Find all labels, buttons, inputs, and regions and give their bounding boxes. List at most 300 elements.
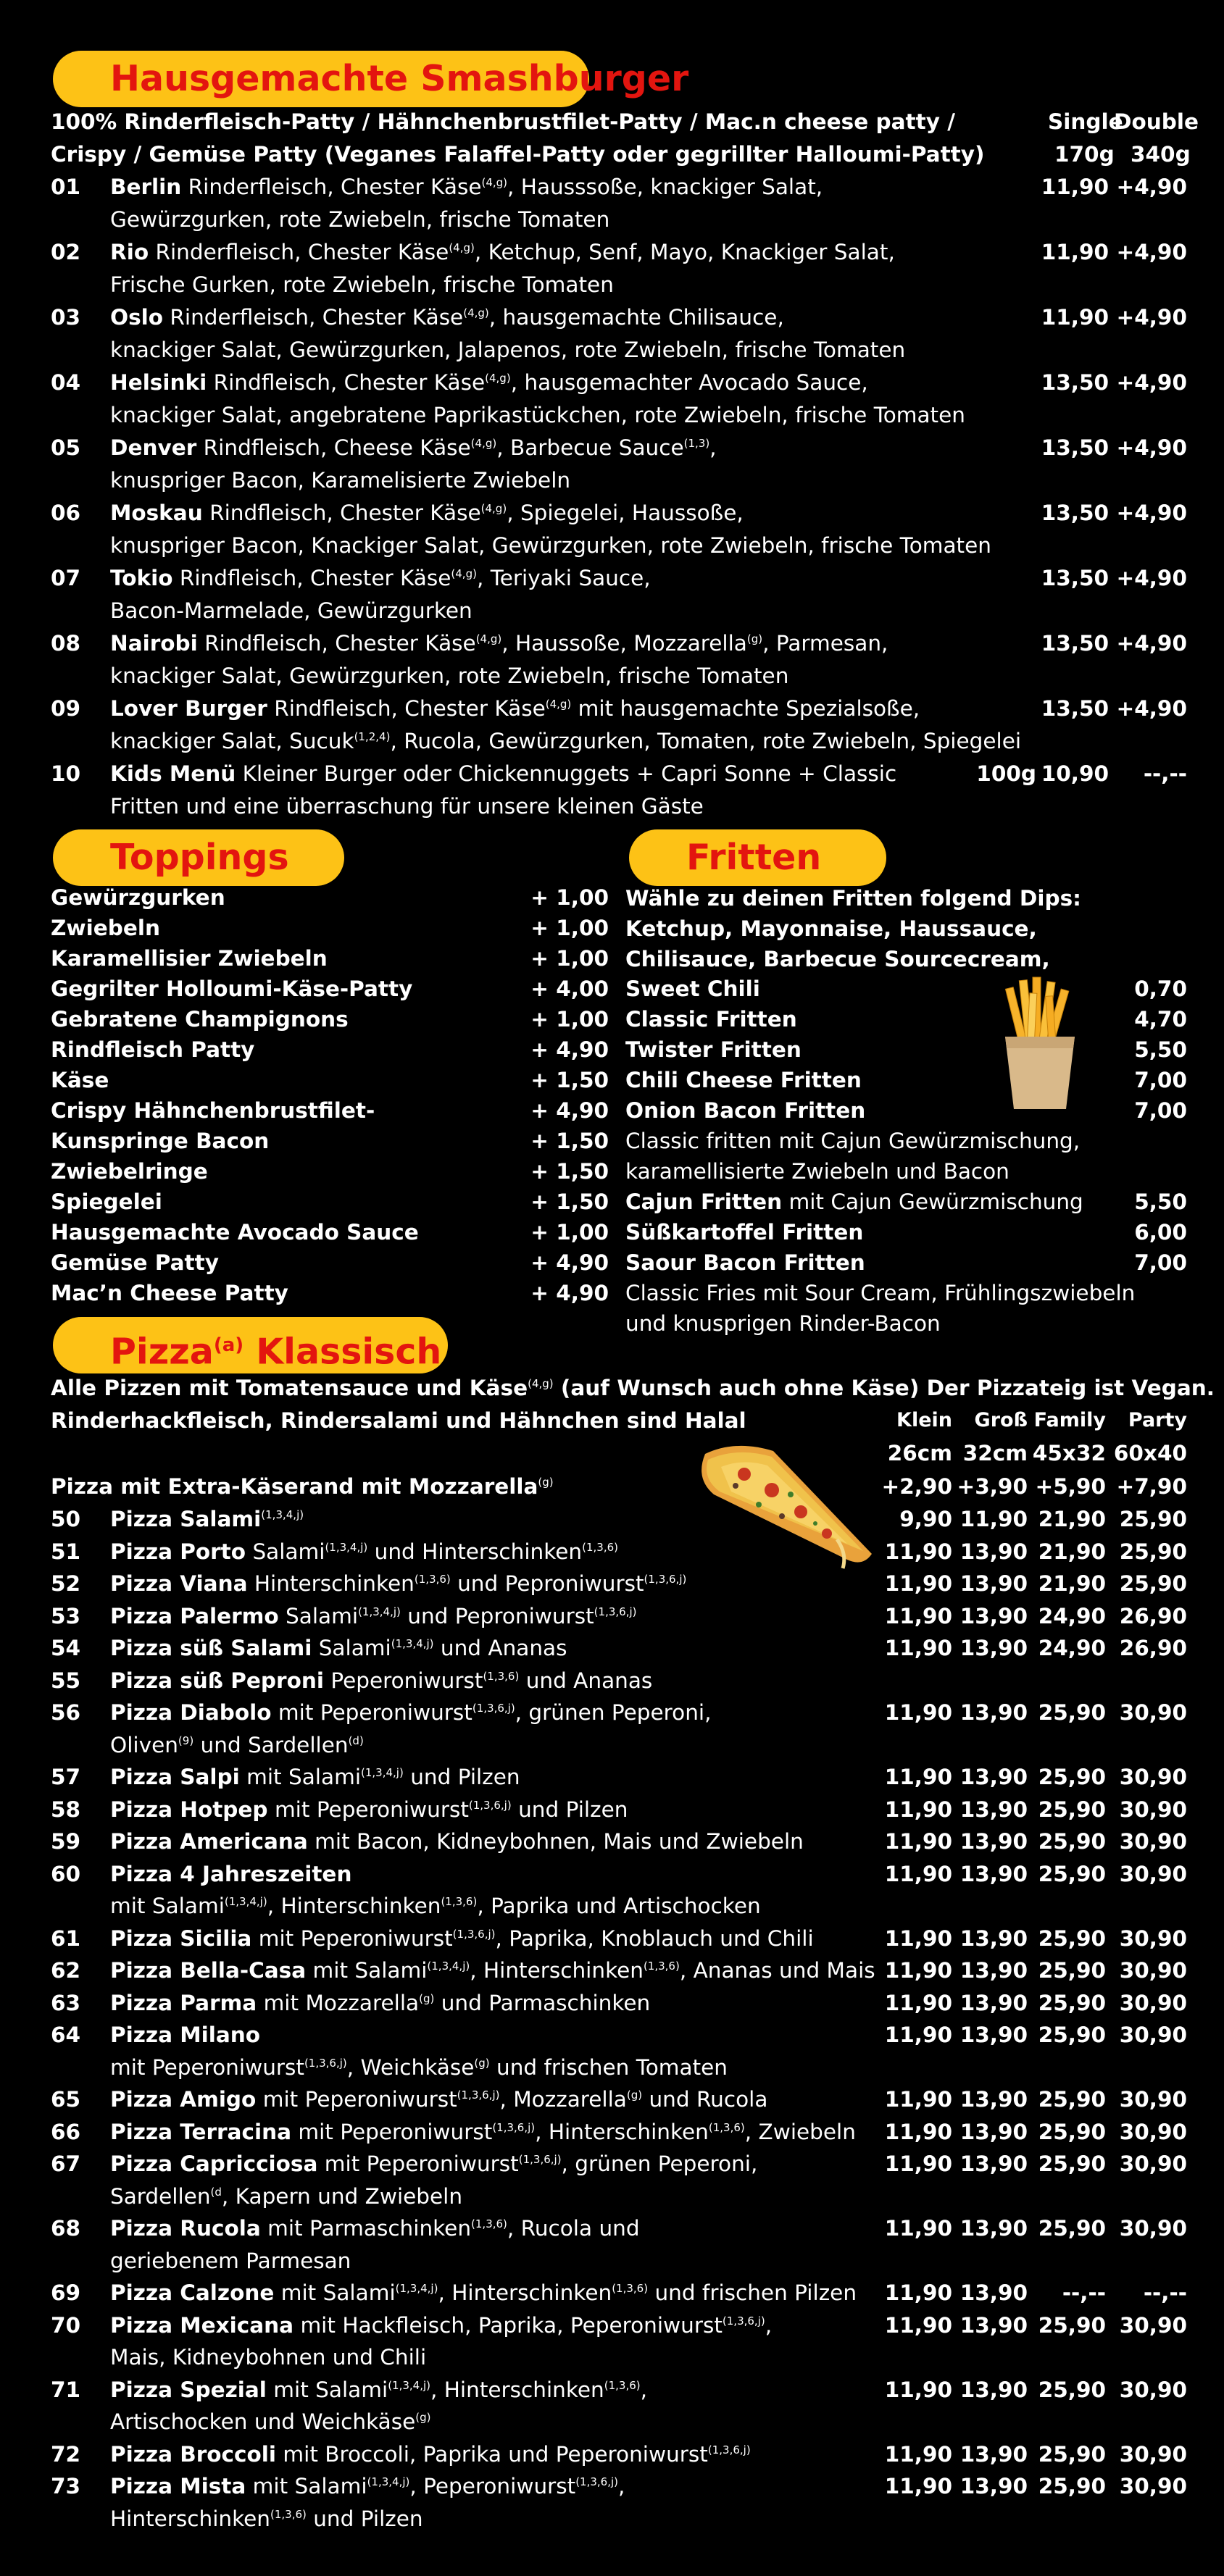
- pizza-item-price: 13,90: [959, 1861, 1028, 1886]
- pizza-item-desc: mit Peperoniwurst: [271, 1700, 472, 1725]
- pizza-item-number: 70: [51, 2312, 81, 2338]
- pizza-item-price: 13,90: [959, 1797, 1028, 1822]
- topping-price: + 4,90: [530, 1098, 609, 1123]
- burger-item-desc: Frische Gurken, rote Zwiebeln, frische Tomaten: [110, 272, 614, 297]
- pizza-item-price: 11,90: [884, 1571, 952, 1596]
- pizza-item-line-1: [110, 2438, 893, 2471]
- pizza-item-price: 21,90: [1038, 1571, 1106, 1596]
- pizza-item-price: 13,90: [959, 2216, 1028, 2241]
- topping-price: + 1,00: [530, 916, 609, 940]
- burger-item-desc: knackiger Salat, angebratene Paprikastückchen, rote Zwiebeln, frische Tomaten: [110, 403, 965, 427]
- pizza-item-desc: , Zwiebeln: [744, 2119, 856, 2144]
- fritten-name: Saour Bacon Fritten: [625, 1250, 865, 1275]
- burger-item-price: 13,50: [1041, 435, 1109, 460]
- allergen-note: (1,3,6): [483, 1669, 520, 1683]
- allergen-note: (4,g): [463, 306, 489, 320]
- pizza-item-number: 56: [51, 1700, 81, 1725]
- allergen-note: (g): [746, 632, 763, 646]
- fritten-dips-2: Ketchup, Mayonnaise, Haussauce,: [625, 916, 1037, 941]
- pizza-item-line-2: [110, 1890, 893, 1923]
- pizza-item-desc: mit Salami: [306, 1958, 428, 1983]
- pizza-item-price: 13,90: [959, 2474, 1028, 2498]
- pizza-item-name: Pizza 4 Jahreszeiten: [110, 1861, 352, 1886]
- pizza-item-line-1: [110, 2277, 893, 2309]
- pizza-item-name: Pizza Viana: [110, 1571, 248, 1596]
- pizza-item-line-2: [110, 2245, 893, 2278]
- pizza-item-price: 25,90: [1038, 1700, 1106, 1725]
- col-double-weight: 340g: [1131, 142, 1191, 167]
- pizza-item-price: 25,90: [1038, 2377, 1106, 2402]
- burger-item-desc: Rindfleisch, Cheese Käse: [196, 435, 471, 460]
- pizza-item-price: 24,90: [1038, 1603, 1106, 1628]
- fritten-price: 5,50: [1134, 1037, 1187, 1062]
- pizza-item-desc: , Kapern und Zwiebeln: [221, 2183, 463, 2209]
- topping-name: Mac’n Cheese Patty: [51, 1281, 288, 1305]
- pizza-item-price: 30,90: [1119, 1990, 1187, 2015]
- fritten-name: Chili Cheese Fritten: [625, 1068, 862, 1092]
- pizza-item-price: 11,90: [884, 2312, 952, 2338]
- pizza-item-price: 30,90: [1119, 2119, 1187, 2144]
- pizza-item-desc: Salami: [312, 1636, 391, 1660]
- pizza-item-number: 60: [51, 1861, 81, 1886]
- allergen-note: (1,3,6,j): [518, 2153, 562, 2167]
- burger-item-double-price: +4,90: [1116, 370, 1187, 395]
- allergen-note: (1,3,4,j): [358, 1605, 401, 1618]
- pizza-item-line-2: [110, 1729, 893, 1762]
- pizza-item-name: Pizza Diabolo: [110, 1700, 272, 1725]
- pizza-item-desc: , Ananas und Mais: [679, 1958, 875, 1983]
- pizza-item-price: 11,90: [884, 2087, 952, 2112]
- pizza-item-desc: Salami: [246, 1539, 325, 1564]
- pizza-item-price: 21,90: [1038, 1507, 1106, 1531]
- pizza-item-price: 30,90: [1119, 1861, 1187, 1886]
- pizza-size-dimension: 45x32: [1032, 1441, 1106, 1465]
- burger-item-number: 08: [51, 631, 81, 656]
- burger-item-line-1: [110, 236, 1031, 269]
- pizza-item-desc: , Hinterschinken: [535, 2119, 709, 2144]
- burger-item-desc: Rindfleisch, Chester Käse: [202, 501, 481, 525]
- burger-item-number: 10: [51, 761, 81, 786]
- pizza-item-price: 13,90: [959, 1571, 1028, 1596]
- burger-item-line-2: [110, 334, 1045, 367]
- pizza-item-price: 30,90: [1119, 1765, 1187, 1789]
- allergen-note: (1,3,4,j): [261, 1508, 304, 1522]
- pizza-item-number: 67: [51, 2151, 81, 2176]
- topping-price: + 1,00: [530, 1220, 609, 1245]
- burger-item-double-price: +4,90: [1116, 631, 1187, 656]
- pizza-item-desc: mit Peperoniwurst: [110, 2054, 304, 2080]
- pizza-item-price: 25,90: [1038, 2216, 1106, 2241]
- pizza-item-desc: ,: [765, 2312, 773, 2338]
- allergen-note: (1,3,6,j): [457, 2088, 500, 2102]
- burger-item-desc: Rinderfleisch, Chester Käse: [163, 305, 464, 330]
- burger-item-price: 11,90: [1041, 240, 1109, 264]
- allergen-note: (4,g): [545, 698, 572, 711]
- pizza-item-number: 58: [51, 1797, 81, 1822]
- allergen-note: (1,3,6): [708, 2120, 745, 2134]
- pizza-item-desc: mit Parmaschinken: [260, 2216, 472, 2241]
- pizza-item-desc: mit Salami: [110, 1894, 225, 1918]
- pizza-item-price: 13,90: [959, 1700, 1028, 1725]
- pizza-item-desc: und Ananas: [433, 1636, 567, 1660]
- fritten-desc: und knusprigen Rinder-Bacon: [625, 1311, 941, 1336]
- burger-item-desc: knackiger Salat, Sucuk: [110, 729, 354, 753]
- pizza-item-price: 11,90: [884, 2216, 952, 2241]
- allergen-note: (1,3,4,j): [391, 1637, 434, 1651]
- pizza-item-price: 11,90: [884, 1539, 952, 1564]
- allergen-note: (1,3,4,j): [388, 2378, 430, 2392]
- pizza-item-price: --,--: [1062, 2280, 1106, 2305]
- topping-name: Rindfleisch Patty: [51, 1037, 255, 1062]
- pizza-item-price: 30,90: [1119, 2312, 1187, 2338]
- allergen-note: (1,3,4,j): [361, 1766, 404, 1780]
- pizza-item-price: 11,90: [884, 1990, 952, 2015]
- pizza-item-price: 11,90: [884, 2441, 952, 2467]
- pizza-item-line-1: [110, 1600, 893, 1633]
- burger-item-line-2: [110, 790, 1045, 823]
- pizza-item-desc: mit Peperoniwurst: [291, 2119, 493, 2144]
- allergen-note: (4,g): [475, 632, 502, 646]
- pizza-item-desc: , Weichkäse: [346, 2054, 475, 2080]
- allergen-note: (1,3,6): [414, 1573, 451, 1586]
- burger-item-price: 11,90: [1041, 305, 1109, 330]
- pizza-item-price: 25,90: [1038, 2474, 1106, 2498]
- burger-item-price: 13,50: [1041, 370, 1109, 395]
- burger-item-line-1: [110, 171, 1031, 204]
- burger-item-line-1: [110, 301, 1031, 334]
- burger-item-desc: Rinderfleisch, Chester Käse: [181, 175, 482, 199]
- burger-item-double-price: +4,90: [1116, 696, 1187, 721]
- pizza-item-line-2: [110, 2503, 893, 2535]
- burger-intro-1: 100% Rinderfleisch-Patty / Hähnchenbrustfilet-Patty / Mac.n cheese patty /: [51, 109, 955, 134]
- burger-item-line-1: [110, 367, 1031, 399]
- pizza-item-name: Pizza Salami: [110, 1507, 262, 1531]
- fritten-price: 5,50: [1134, 1189, 1187, 1214]
- pizza-item-desc: und frischen Tomaten: [489, 2054, 728, 2080]
- fritten-price: 7,00: [1134, 1098, 1187, 1123]
- pizza-item-price: 25,90: [1119, 1571, 1187, 1596]
- pizza-item-price: 25,90: [1038, 1861, 1106, 1886]
- pizza-item-desc: , Mozzarella: [499, 2087, 627, 2112]
- pizza-item-desc: und Peproniwurst: [400, 1603, 594, 1628]
- pizza-item-line-1: [110, 2212, 893, 2245]
- pizza-item-price: 30,90: [1119, 2441, 1187, 2467]
- allergen-note: (g): [415, 2411, 431, 2425]
- pizza-item-line-1: [110, 1761, 893, 1794]
- pizza-item-price: 13,90: [959, 2441, 1028, 2467]
- pizza-item-desc: , Hinterschinken: [430, 2377, 604, 2402]
- pizza-item-name: Pizza Terracina: [110, 2119, 291, 2144]
- burger-item-name: Berlin: [110, 175, 182, 199]
- pizza-item-price: 13,90: [959, 2087, 1028, 2112]
- pizza-item-desc: Salami: [278, 1603, 359, 1628]
- burger-item-price: 13,50: [1041, 696, 1109, 721]
- pizza-size-dimension: 32cm: [962, 1441, 1028, 1465]
- pizza-item-price: 30,90: [1119, 2023, 1187, 2047]
- pizza-item-number: 52: [51, 1571, 81, 1596]
- topping-price: + 1,00: [530, 885, 609, 910]
- pizza-item-price: 13,90: [959, 1958, 1028, 1983]
- allergen-note: (1,3,6): [643, 1960, 680, 1973]
- pizza-size-label: Groß: [974, 1409, 1028, 1431]
- burger-item-line-1: [110, 497, 1031, 530]
- pizza-item-price: 30,90: [1119, 1829, 1187, 1854]
- burger-item-line-2: [110, 399, 1045, 432]
- pizza-item-desc: , grünen Peperoni,: [515, 1700, 712, 1725]
- burger-item-line-1: [110, 627, 1031, 660]
- pizza-item-price: 30,90: [1119, 2474, 1187, 2498]
- col-single-weight: 170g: [1054, 142, 1115, 167]
- pizza-item-desc: , Hinterschinken: [470, 1958, 644, 1983]
- burger-item-desc: knuspriger Bacon, Karamelisierte Zwiebeln: [110, 468, 571, 493]
- pizza-item-desc: Peperoniwurst: [323, 1668, 483, 1693]
- burger-item-price: 13,50: [1041, 566, 1109, 590]
- pizza-item-name: Pizza Americana: [110, 1829, 308, 1854]
- topping-name: Käse: [51, 1068, 109, 1092]
- topping-price: + 1,50: [530, 1189, 609, 1214]
- pizza-item-name: Pizza Bella-Casa: [110, 1958, 307, 1983]
- burger-item-line-2: [110, 530, 1045, 562]
- pizza-extra-price: +2,90: [881, 1474, 952, 1499]
- topping-name: Zwiebelringe: [51, 1159, 208, 1184]
- burger-item-name: Moskau: [110, 501, 203, 525]
- allergen-note: (1,3,6,j): [304, 2056, 347, 2070]
- fritten-name: Classic Fritten: [625, 1007, 797, 1032]
- burger-item-name: Nairobi: [110, 631, 198, 656]
- pizza-item-price: 30,90: [1119, 2151, 1187, 2176]
- burger-item-double-price: +4,90: [1116, 240, 1187, 264]
- topping-price: + 4,90: [530, 1037, 609, 1062]
- burger-item-desc: , Spiegelei, Haussoße,: [507, 501, 744, 525]
- allergen-note: (1,3,4,j): [427, 1960, 470, 1973]
- allergen-note: (1,3,6,j): [722, 2314, 765, 2328]
- pizza-item-desc: , Peperoniwurst: [409, 2474, 576, 2498]
- burger-item-desc: , Haussoße, Mozzarella: [501, 631, 747, 656]
- burger-item-desc: , Ketchup, Senf, Mayo, Knackiger Salat,: [474, 240, 895, 264]
- burger-item-desc: , Rucola, Gewürzgurken, Tomaten, rote Zwiebeln, Spiegelei: [390, 729, 1022, 753]
- fritten-price: 6,00: [1134, 1220, 1187, 1245]
- allergen-note: (1,3,6): [270, 2507, 307, 2521]
- pizza-item-price: 30,90: [1119, 1797, 1187, 1822]
- col-single-label: Single: [1048, 109, 1123, 134]
- burger-item-desc: knackiger Salat, Gewürzgurken, rote Zwiebeln, frische Tomaten: [110, 664, 789, 688]
- topping-name: Gebratene Champignons: [51, 1007, 349, 1032]
- pizza-item-name: Pizza Sicilia: [110, 1925, 252, 1951]
- pizza-extra-text: Pizza mit Extra-Käserand mit Mozzarella: [51, 1474, 538, 1499]
- pizza-item-price: 30,90: [1119, 2216, 1187, 2241]
- allergen-note: (1,3,6,j): [575, 2475, 619, 2489]
- fries-image: [996, 974, 1083, 1112]
- pizza-item-line-1: [110, 2019, 893, 2052]
- pizza-item-number: 65: [51, 2087, 81, 2112]
- pizza-item-price: 25,90: [1038, 1925, 1106, 1951]
- burger-item-number: 07: [51, 566, 81, 590]
- fritten-price: 7,00: [1134, 1250, 1187, 1275]
- pizza-item-price: 11,90: [884, 1636, 952, 1660]
- pizza-item-name: Pizza süß Salami: [110, 1636, 312, 1660]
- pizza-item-line-2: [110, 2341, 893, 2374]
- burger-item-name: Kids Menü: [110, 761, 236, 786]
- pizza-item-desc: mit Salami: [266, 2377, 388, 2402]
- pizza-item-desc: mit Peperoniwurst: [267, 1797, 469, 1822]
- pizza-item-desc: Artischocken und Weichkäse: [110, 2409, 416, 2434]
- pizza-item-price: 11,90: [884, 1829, 952, 1854]
- burger-item-name: Rio: [110, 240, 149, 264]
- pizza-item-price: 13,90: [959, 2119, 1028, 2144]
- pizza-item-line-1: [110, 1536, 893, 1568]
- burger-item-line-2: [110, 464, 1045, 497]
- allergen-note: (1,3,6,j): [472, 1702, 515, 1715]
- pizza-item-price: 24,90: [1038, 1636, 1106, 1660]
- pizza-item-line-1: [110, 2116, 893, 2149]
- pizza-item-desc: mit Bacon, Kidneybohnen, Mais und Zwiebeln: [307, 1829, 804, 1854]
- burger-item-name: Denver: [110, 435, 197, 460]
- burger-item-number: 04: [51, 370, 81, 395]
- allergen-note: (g): [474, 2056, 490, 2070]
- pizza-item-number: 59: [51, 1829, 81, 1854]
- burger-item-double-price: +4,90: [1116, 305, 1187, 330]
- pizza-item-line-1: [110, 1987, 893, 2020]
- pizza-item-price: 11,90: [884, 2474, 952, 2498]
- allergen-note: (1,3,6): [582, 1540, 618, 1554]
- pizza-item-number: 57: [51, 1765, 81, 1789]
- pizza-item-price: 11,90: [884, 2023, 952, 2047]
- burger-item-double-price: +4,90: [1116, 501, 1187, 525]
- pizza-item-desc: mit Peperoniwurst: [317, 2151, 519, 2176]
- pizza-item-price: 25,90: [1038, 2119, 1106, 2144]
- allergen-note: (4,g): [481, 176, 508, 190]
- pizza-item-price: 25,90: [1038, 2087, 1106, 2112]
- pizza-item-price: 11,90: [884, 1603, 952, 1628]
- burger-intro-2: Crispy / Gemüse Patty (Veganes Falaffel-Patty oder gegrillter Halloumi-Patty): [51, 142, 985, 167]
- pizza-item-line-1: [110, 2148, 893, 2180]
- pizza-size-label: Family: [1033, 1409, 1106, 1431]
- pizza-item-desc: Oliven: [110, 1732, 178, 1757]
- pizza-item-desc: mit Peperoniwurst: [251, 1925, 453, 1951]
- pizza-title: Pizza$^{(a)}$ Klassisch: [110, 1331, 442, 1373]
- allergen-note: (d: [210, 2185, 222, 2199]
- pizza-size-dimension: 26cm: [887, 1441, 952, 1465]
- pizza-item-price: 11,90: [884, 1861, 952, 1886]
- allergen-note: (d): [348, 1734, 364, 1747]
- topping-price: + 4,00: [530, 977, 609, 1001]
- burger-item-number: 09: [51, 696, 81, 721]
- burger-item-name: Oslo: [110, 305, 164, 330]
- pizza-item-price: 25,90: [1038, 2441, 1106, 2467]
- pizza-item-price: 11,90: [884, 2151, 952, 2176]
- pizza-item-line-1: [110, 2083, 893, 2116]
- burger-item-desc: Fritten und eine überraschung für unsere kleinen Gäste: [110, 794, 704, 819]
- burger-item-line-2: [110, 204, 1045, 236]
- fritten-name: Twister Fritten: [625, 1037, 802, 1062]
- fritten-desc: Classic Fries mit Sour Cream, Frühlingszwiebeln: [625, 1281, 1136, 1305]
- allergen-note: (1,3,6,j): [468, 1798, 512, 1812]
- allergen-note: (1,3,4,j): [224, 1895, 267, 1909]
- burger-item-desc: , Barbecue Sauce: [496, 435, 684, 460]
- pizza-item-price: 30,90: [1119, 2377, 1187, 2402]
- topping-name: Hausgemachte Avocado Sauce: [51, 1220, 419, 1245]
- pizza-item-price: 13,90: [959, 1765, 1028, 1789]
- pizza-item-desc: und Hinterschinken: [367, 1539, 583, 1564]
- pizza-item-desc: und Peproniwurst: [450, 1571, 644, 1596]
- topping-price: + 1,50: [530, 1159, 609, 1184]
- pizza-item-price: 30,90: [1119, 1958, 1187, 1983]
- pizza-item-price: 25,90: [1038, 2151, 1106, 2176]
- pizza-item-line-1: [110, 1826, 893, 1858]
- pizza-item-desc: mit Hackfleisch, Paprika, Peperoniwurst: [293, 2312, 723, 2338]
- pizza-size-dimension: 60x40: [1113, 1441, 1187, 1465]
- burger-item-price: 13,50: [1041, 631, 1109, 656]
- fritten-desc: karamellisierte Zwiebeln und Bacon: [625, 1159, 1009, 1184]
- allergen-note: (1,3,6,j): [707, 2443, 751, 2456]
- pizza-item-price: 11,90: [884, 2119, 952, 2144]
- pizza-item-price: 26,90: [1119, 1603, 1187, 1628]
- allergen-note: (1,3,6,j): [644, 1573, 687, 1586]
- pizza-item-number: 71: [51, 2377, 81, 2402]
- burger-item-desc: knackiger Salat, Gewürzgurken, Jalapenos, rote Zwiebeln, frische Tomaten: [110, 338, 906, 362]
- burger-item-weight: 100g: [976, 761, 1036, 786]
- allergen-note: (1,3,6): [441, 1895, 478, 1909]
- pizza-size-label: Klein: [896, 1409, 952, 1431]
- topping-price: + 4,90: [530, 1250, 609, 1275]
- topping-name: Gemüse Patty: [51, 1250, 219, 1275]
- pizza-item-number: 61: [51, 1925, 81, 1951]
- pizza-item-price: 13,90: [959, 1829, 1028, 1854]
- pizza-item-name: Pizza Spezial: [110, 2377, 267, 2402]
- fritten-dips-1: Wähle zu deinen Fritten folgend Dips:: [625, 886, 1081, 911]
- burger-item-name: Helsinki: [110, 370, 207, 395]
- burger-item-line-1: [110, 693, 1031, 725]
- pizza-item-desc: und frischen Pilzen: [648, 2280, 857, 2305]
- topping-name: Kunspringe Bacon: [51, 1129, 270, 1153]
- pizza-item-line-1: [110, 1568, 893, 1600]
- burger-item-desc: Rinderfleisch, Chester Käse: [149, 240, 449, 264]
- pizza-item-price: 11,90: [884, 1958, 952, 1983]
- allergen-note: (1,2,4): [354, 730, 391, 744]
- pizza-item-price: 9,90: [899, 1507, 952, 1531]
- burger-item-name: Tokio: [110, 566, 173, 590]
- pizza-item-desc: mit Peperoniwurst: [256, 2087, 457, 2112]
- pizza-item-price: 25,90: [1038, 2023, 1106, 2047]
- burger-item-desc: Rindfleisch, Chester Käse: [207, 370, 486, 395]
- burger-item-desc: Kleiner Burger oder Chickennuggets + Capri Sonne + Classic: [236, 761, 897, 786]
- pizza-item-price: 25,90: [1119, 1539, 1187, 1564]
- burger-item-line-1: [110, 432, 1031, 464]
- pizza-item-desc: ,: [618, 2474, 625, 2498]
- pizza-item-price: 13,90: [959, 2312, 1028, 2338]
- pizza-item-number: 55: [51, 1668, 81, 1693]
- pizza-item-number: 68: [51, 2216, 81, 2241]
- pizza-item-name: Pizza Calzone: [110, 2280, 275, 2305]
- pizza-item-price: 26,90: [1119, 1636, 1187, 1660]
- pizza-item-price: 13,90: [959, 1636, 1028, 1660]
- pizza-item-name: Pizza Porto: [110, 1539, 246, 1564]
- burger-item-price: 13,50: [1041, 501, 1109, 525]
- allergen-note: (4,g): [485, 372, 511, 385]
- pizza-item-line-2: [110, 2406, 893, 2438]
- burger-item-line-2: [110, 725, 1045, 758]
- pizza-item-price: 25,90: [1119, 1507, 1187, 1531]
- pizza-item-number: 69: [51, 2280, 81, 2305]
- pizza-item-price: 11,90: [884, 1700, 952, 1725]
- pizza-item-name: Pizza Mista: [110, 2474, 246, 2498]
- topping-name: Spiegelei: [51, 1189, 162, 1214]
- pizza-item-desc: und Pilzen: [306, 2506, 423, 2531]
- topping-price: + 1,50: [530, 1068, 609, 1092]
- burger-item-line-1: [110, 758, 1031, 790]
- burger-item-price: 10,90: [1041, 761, 1109, 786]
- pizza-intro-1: Alle Pizzen mit Tomatensauce und Käse$^{(4,g)}$ (auf Wunsch auch ohne Käse) Der Pizzateig ist Vegan.: [51, 1376, 1215, 1400]
